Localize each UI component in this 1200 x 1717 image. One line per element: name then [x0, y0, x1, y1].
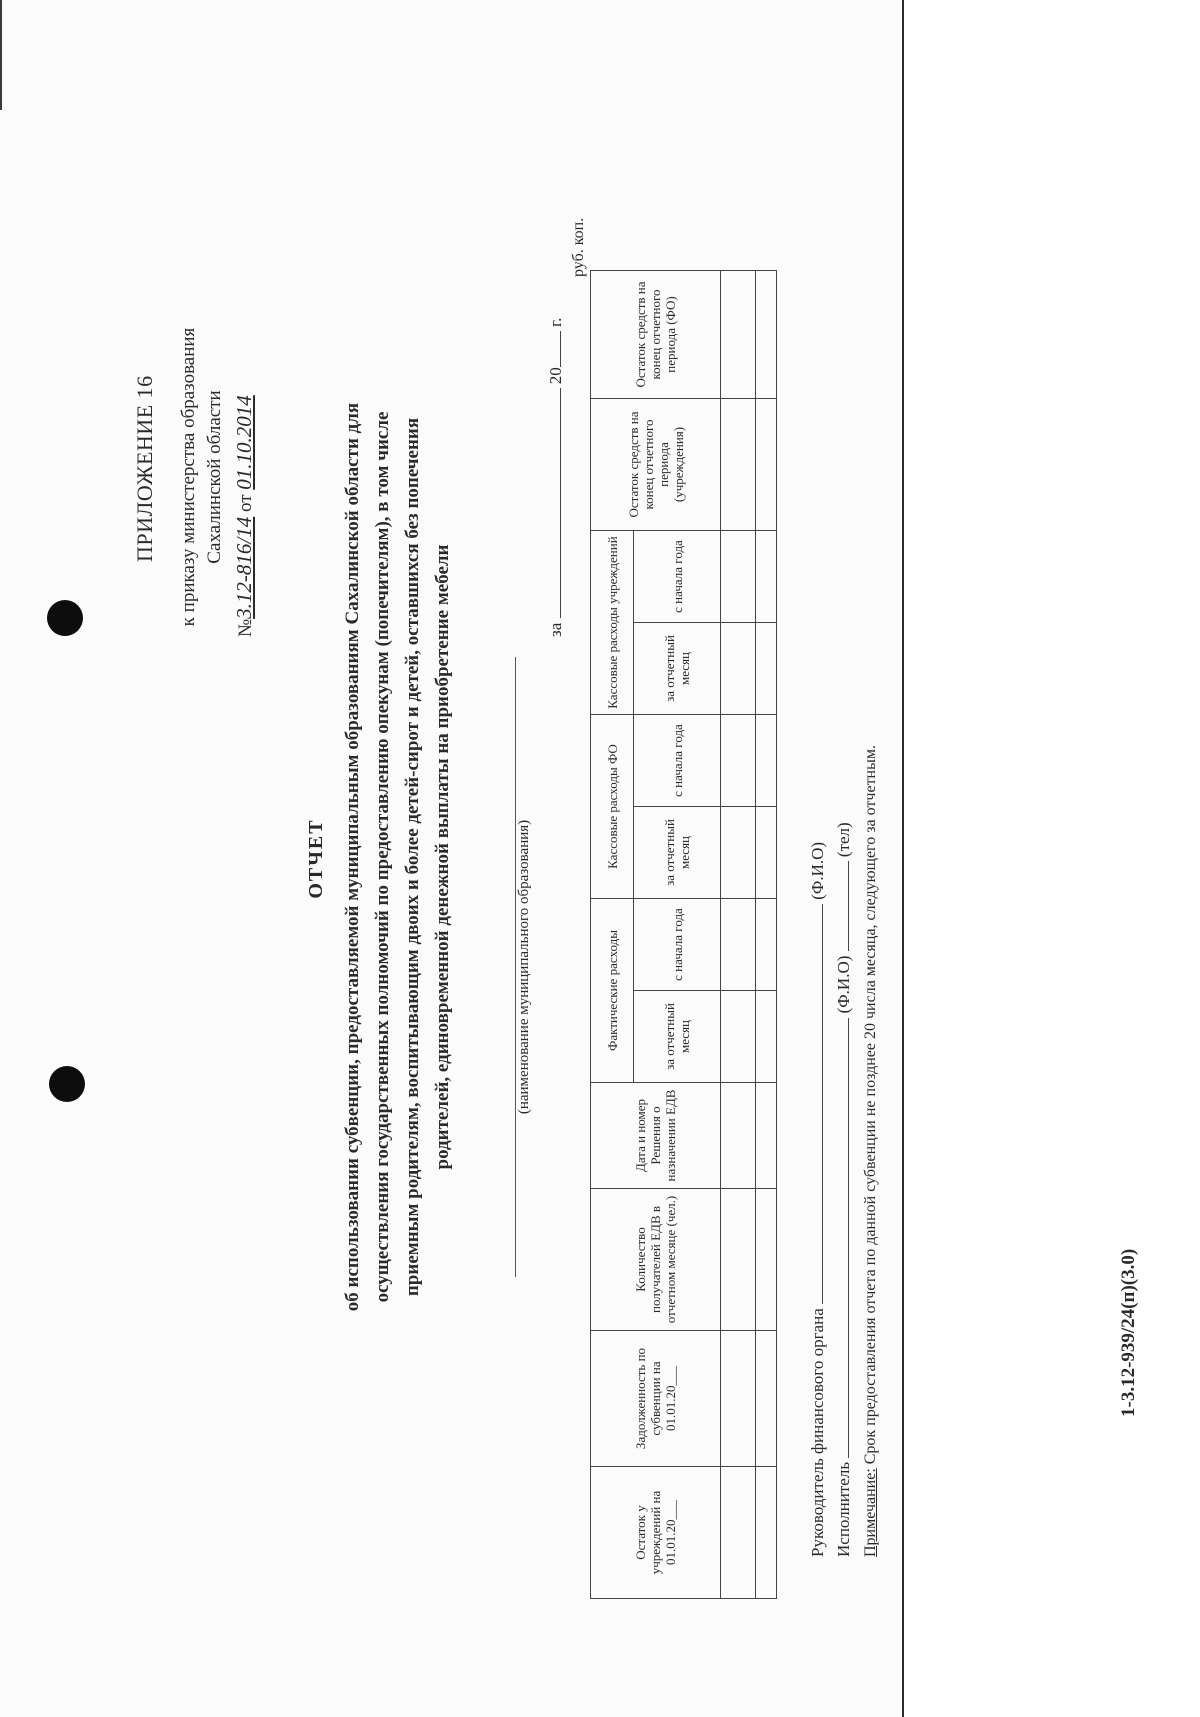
- head-label: Руководитель финансового органа: [808, 1308, 827, 1557]
- header-balance-start: Остаток у учреждений на 01.01.20___: [591, 1467, 721, 1599]
- appendix-number-date: [232, 395, 257, 637]
- table-cell: [756, 807, 777, 899]
- table-cell: [756, 623, 777, 715]
- report-subtitle-line: об использовании субвенции, предоставляемой муниципальным образованиям Сахалинской области для: [342, 402, 363, 1312]
- executor-signature-line: [834, 822, 854, 1557]
- executor-signature-blank: [834, 1018, 849, 1458]
- subheader-month: за отчетный месяц: [634, 991, 721, 1083]
- table-cell: [721, 1189, 756, 1331]
- note-text: Срок предоставления отчета по данной субвенции не позднее 20 числа месяца, следующего за отчетным.: [862, 745, 879, 1465]
- appendix-title: ПРИЛОЖЕНИЕ 16: [132, 375, 157, 562]
- table-cell: [721, 715, 756, 807]
- table-cell: [721, 531, 756, 623]
- municipality-caption: (наименование муниципального образования): [516, 819, 532, 1115]
- report-subtitle-line: приемным родителям, воспитывающим двоих и более детей-сирот и детей, оставшихся без попечения: [402, 417, 423, 1297]
- table-cell: [721, 399, 756, 531]
- head-fio: (Ф.И.О): [808, 841, 827, 900]
- table-cell: [756, 399, 777, 531]
- report-table: [590, 270, 777, 1599]
- table-cell: [721, 1331, 756, 1467]
- table-cell: [756, 1083, 777, 1189]
- header-actual-expenses: Фактические расходы: [591, 899, 634, 1083]
- blank-margin: [904, 0, 1200, 1717]
- report-subtitle-line: осуществления государственных полномочий по предоставлению опекунам (попечителям), в том числе: [372, 411, 393, 1303]
- table-cell: [756, 531, 777, 623]
- table-cell: [756, 899, 777, 991]
- report-subtitle-line: родителей, единовременной денежной выплаты на приобретение мебели: [432, 544, 453, 1170]
- period-blank: [546, 388, 561, 618]
- header-balance-end-fo: Остаток средств на конец отчетного периода (ФО): [591, 271, 721, 399]
- units-label: руб. коп.: [570, 217, 587, 277]
- executor-label: Исполнитель: [834, 1461, 853, 1557]
- table-cell: [721, 1467, 756, 1599]
- table-cell: [756, 715, 777, 807]
- header-cash-fo: Кассовые расходы ФО: [591, 715, 634, 899]
- document-code: 1-3.12-939/24(п)(3.0): [1118, 1248, 1139, 1417]
- executor-fio: (Ф.И.О): [834, 955, 853, 1014]
- note-line: [862, 745, 880, 1557]
- table-cell: [721, 1083, 756, 1189]
- year-blank: [546, 331, 561, 367]
- subheader-year: с начала года: [634, 531, 721, 623]
- subheader-month: за отчетный месяц: [634, 623, 721, 715]
- appendix-order-line: к приказу министерства образования: [178, 327, 199, 627]
- head-signature-blank: [808, 904, 823, 1304]
- table-cell: [721, 807, 756, 899]
- header-decision: Дата и номер Решения о назначении ЕДВ: [591, 1083, 721, 1189]
- table-cell: [721, 991, 756, 1083]
- executor-phone: (тел): [834, 822, 853, 858]
- subheader-year: с начала года: [634, 899, 721, 991]
- handwritten-date: 01.10.2014: [232, 395, 256, 490]
- period-line: [546, 318, 566, 637]
- subheader-month: за отчетный месяц: [634, 807, 721, 899]
- appendix-region-line: Сахалинской области: [204, 390, 225, 564]
- table-cell: [721, 271, 756, 399]
- table-cell: [756, 991, 777, 1083]
- table-row: [756, 271, 777, 1599]
- executor-phone-blank: [834, 861, 849, 951]
- table-cell: [756, 1331, 777, 1467]
- header-recipients: Количество получателей ЕДВ в отчетном месяце (чел.): [591, 1189, 721, 1331]
- period-year-prefix: 20: [546, 367, 565, 385]
- header-debt-start: Задолженность по субвенции на 01.01.20___: [591, 1331, 721, 1467]
- table-cell: [756, 1467, 777, 1599]
- header-cash-institutions: Кассовые расходы учреждений: [591, 531, 634, 715]
- subheader-year: с начала года: [634, 715, 721, 807]
- head-signature-line: [808, 842, 828, 1557]
- period-prefix: за: [546, 622, 565, 637]
- note-label: Примечание:: [862, 1468, 879, 1557]
- number-prefix: №: [235, 618, 256, 637]
- date-prefix: от: [235, 494, 256, 513]
- report-title: ОТЧЕТ: [305, 818, 327, 899]
- handwritten-number: 3.12-816/14: [232, 516, 256, 619]
- period-suffix: г.: [546, 317, 565, 327]
- table-row: [721, 271, 756, 1599]
- table-cell: [721, 899, 756, 991]
- table-cell: [756, 1189, 777, 1331]
- report-subtitle: [338, 197, 458, 1517]
- table-cell: [721, 623, 756, 715]
- header-balance-end-institutions: Остаток средств на конец отчетного периода (учреждения): [591, 399, 721, 531]
- table-cell: [756, 271, 777, 399]
